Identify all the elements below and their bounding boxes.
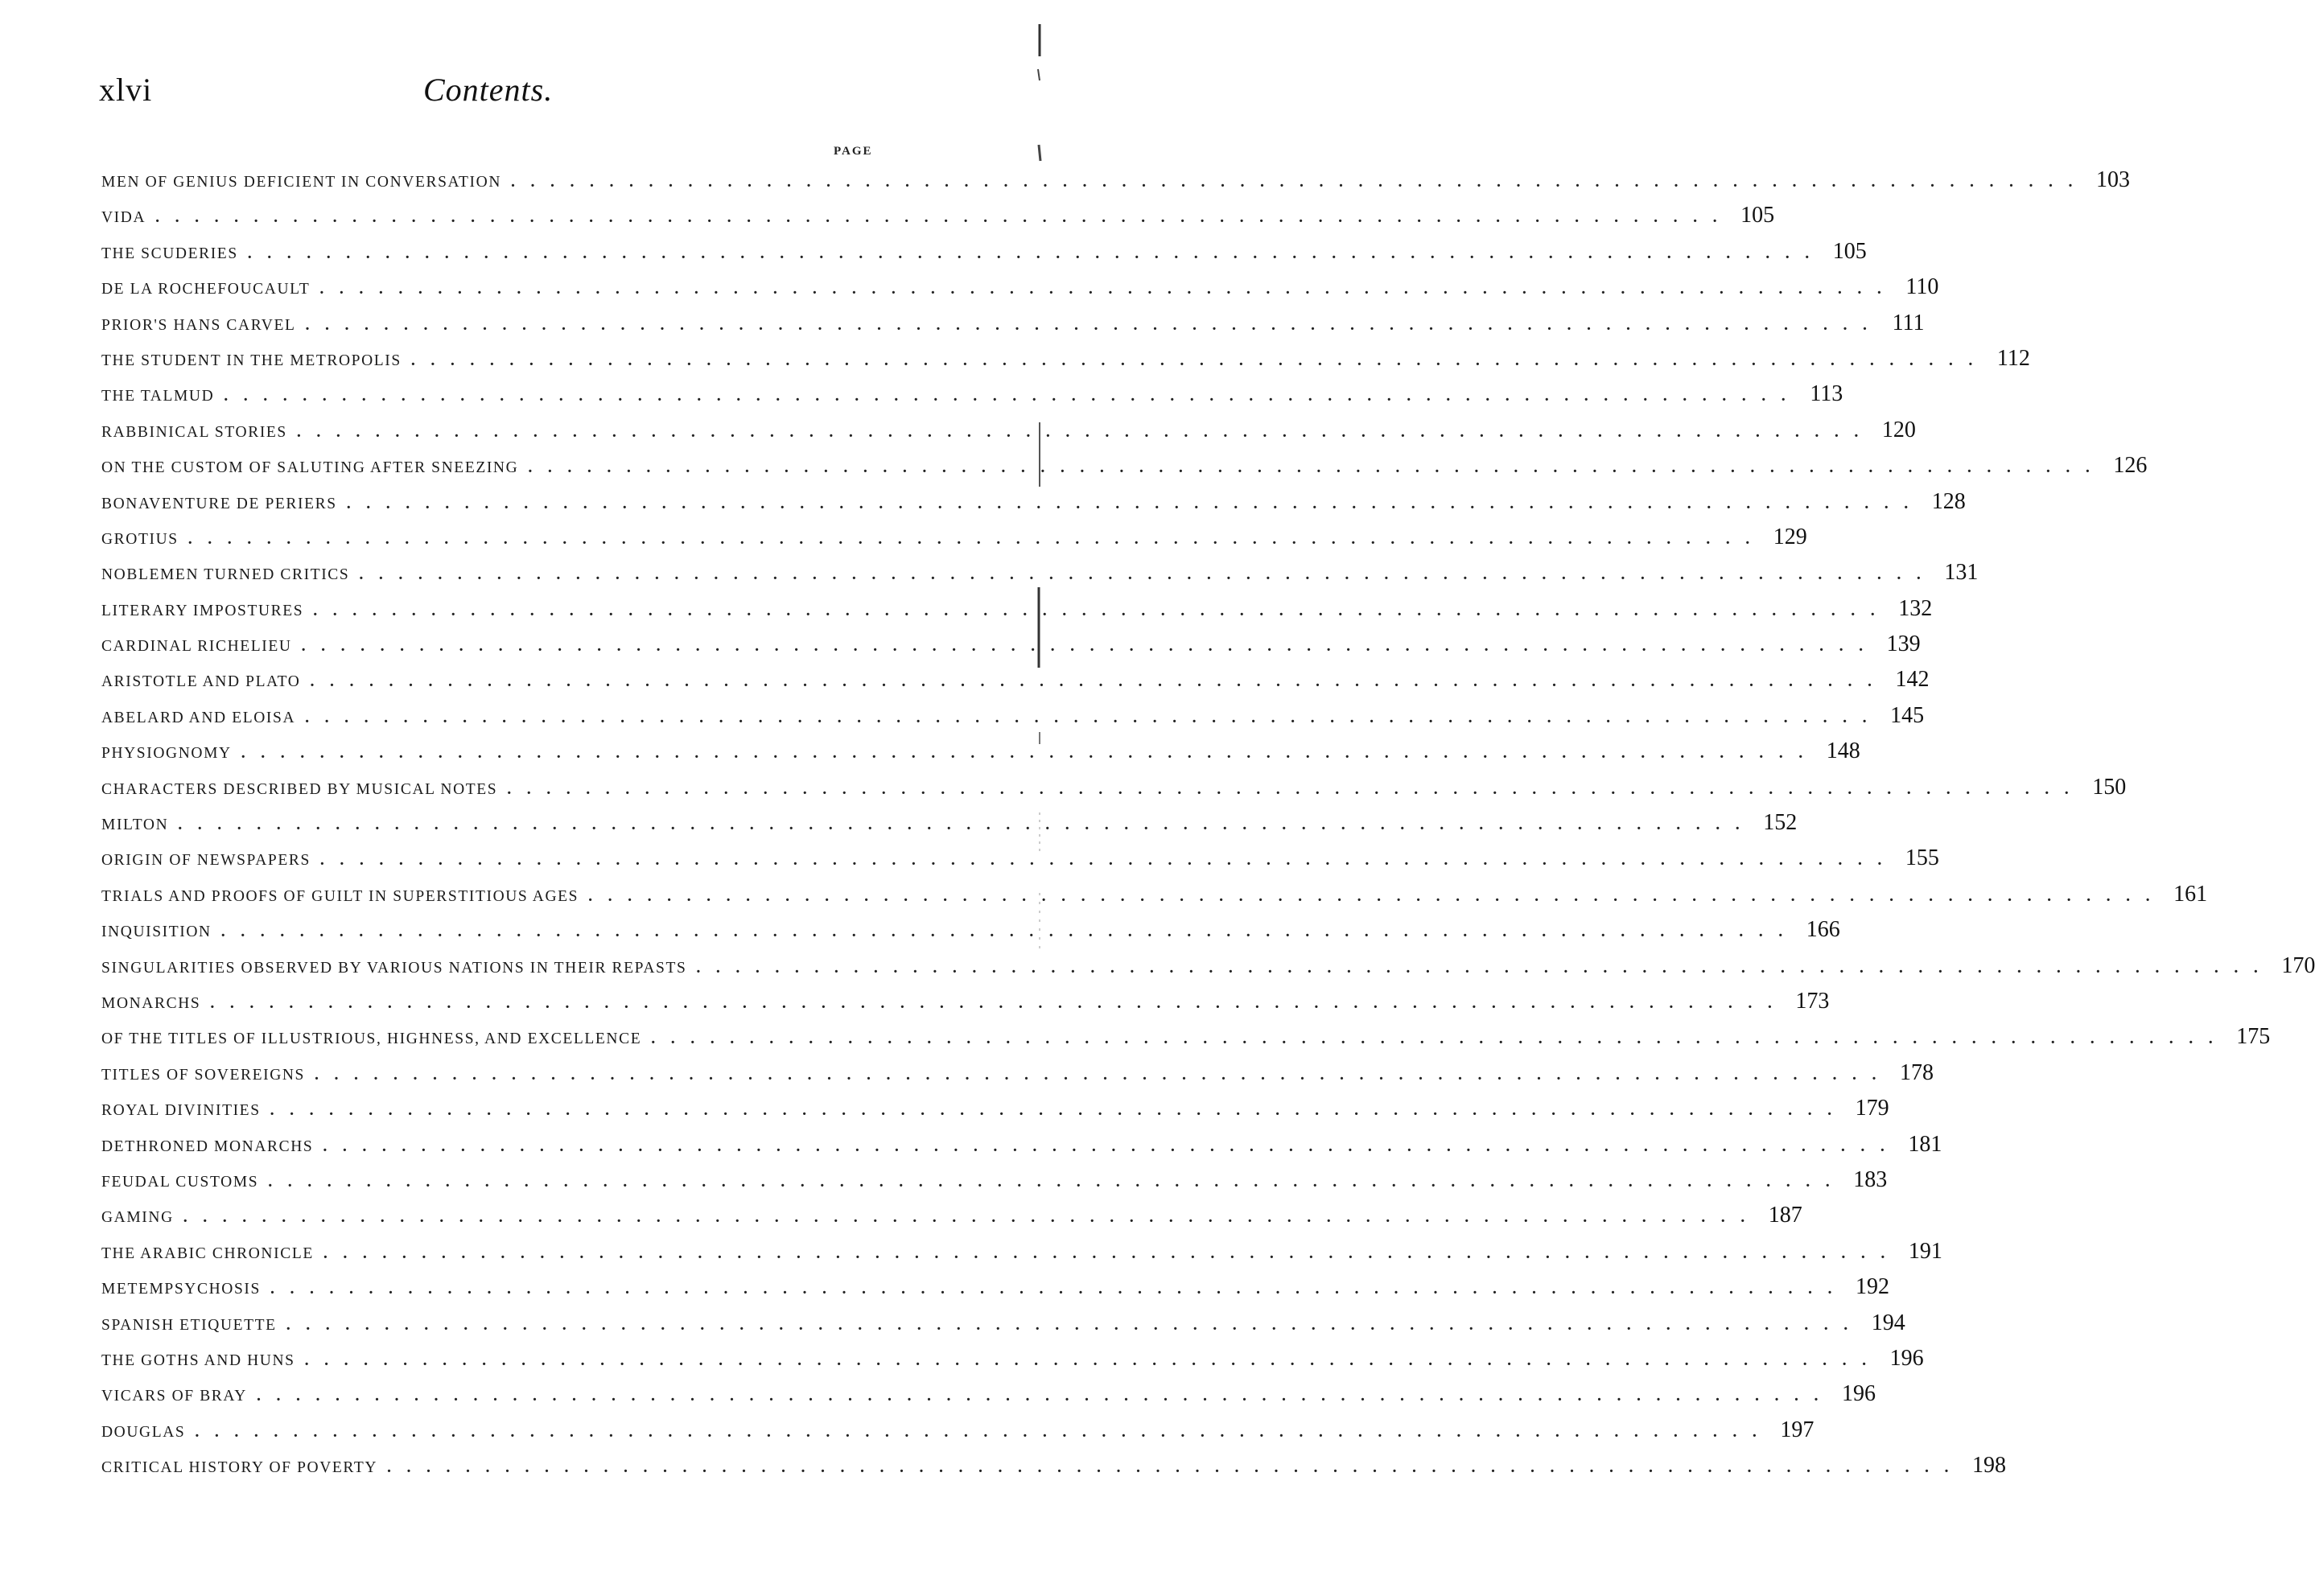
- toc-entry-title: THE SCUDERIES: [101, 245, 238, 262]
- dot-leader: ................................................................................: [301, 637, 1879, 656]
- running-title: Contents.: [423, 72, 554, 108]
- toc-entry-title: THE STUDENT IN THE METROPOLIS: [101, 352, 402, 369]
- toc-entry-page: 111: [1892, 310, 1925, 335]
- toc-entry-title: VICARS OF BRAY: [101, 1388, 247, 1405]
- toc-entry-title: GROTIUS: [101, 530, 179, 548]
- toc-entry: [101, 591, 1933, 627]
- toc-entry-title: SINGULARITIES OBSERVED BY VARIOUS NATIONS IN THEIR REPASTS: [101, 959, 687, 977]
- toc-entry-title: RABBINICAL STORIES: [101, 423, 287, 441]
- dot-leader: ................................................................................: [268, 1172, 1846, 1191]
- scan-mark: [1038, 69, 1040, 80]
- dot-leader: ................................................................................: [220, 923, 1798, 941]
- dot-leader: ................................................................................: [315, 1065, 1893, 1084]
- toc-entry: [101, 1162, 1888, 1198]
- toc-entry: [101, 948, 2315, 984]
- scan-mark: [1039, 145, 1040, 161]
- page-number: xlvi: [99, 72, 153, 108]
- toc-entry-page: 198: [1972, 1453, 2007, 1479]
- dot-leader: ................................................................................: [305, 708, 1883, 726]
- dot-leader: ................................................................................: [323, 1137, 1901, 1155]
- dot-leader: ................................................................................: [319, 280, 1897, 298]
- dot-leader: ................................................................................: [270, 1101, 1847, 1120]
- page-column-label: PAGE: [834, 145, 873, 158]
- dot-leader: ................................................................................: [241, 744, 1819, 763]
- toc-entry: [101, 1341, 1924, 1376]
- toc-entry-page: 128: [1931, 488, 1966, 514]
- toc-entry-page: 196: [1841, 1381, 1876, 1407]
- dot-leader: ................................................................................: [195, 1422, 1773, 1441]
- toc-entry: [101, 805, 1798, 841]
- toc-entry: [101, 1448, 2007, 1483]
- toc-entry-title: THE GOTHS AND HUNS: [101, 1351, 295, 1369]
- toc-entry: [101, 306, 1925, 341]
- toc-entry: [101, 912, 1840, 948]
- dot-leader: ................................................................................: [304, 1351, 1882, 1369]
- toc-entry: [101, 198, 1775, 233]
- toc-entry-page: 175: [2236, 1024, 2271, 1050]
- table-of-contents: [101, 162, 2315, 1483]
- toc-entry-title: PHYSIOGNOMY: [101, 745, 232, 763]
- toc-entry: [101, 1306, 1905, 1341]
- toc-entry: [101, 520, 1807, 555]
- toc-entry: [101, 877, 2208, 912]
- toc-entry-page: 183: [1853, 1166, 1888, 1192]
- toc-entry-title: MONARCHS: [101, 994, 201, 1012]
- dot-leader: ................................................................................: [178, 816, 1756, 834]
- toc-entry: [101, 376, 1843, 412]
- dot-leader: ................................................................................: [224, 387, 1802, 405]
- dot-leader: ................................................................................: [210, 993, 1788, 1012]
- toc-entry-page: 161: [2173, 881, 2208, 907]
- toc-entry-page: 181: [1908, 1131, 1942, 1157]
- toc-entry-page: 132: [1898, 595, 1933, 621]
- dot-leader: ................................................................................: [651, 1030, 2229, 1048]
- toc-entry: [101, 1269, 1889, 1305]
- toc-entry-page: 192: [1855, 1274, 1889, 1300]
- toc-entry: [101, 1198, 1802, 1233]
- toc-entry: [101, 234, 1867, 269]
- dot-leader: ................................................................................: [323, 1244, 1901, 1262]
- toc-entry-page: 126: [2113, 453, 2148, 479]
- toc-entry-title: DE LA ROCHEFOUCAULT: [101, 281, 311, 298]
- toc-entry-title: OF THE TITLES OF ILLUSTRIOUS, HIGHNESS, AND EXCELLENCE: [101, 1030, 642, 1048]
- dot-leader: ................................................................................: [155, 208, 1733, 227]
- toc-entry-page: 145: [1890, 702, 1925, 728]
- dot-leader: ................................................................................: [588, 886, 2166, 905]
- toc-entry-page: 150: [2092, 774, 2127, 800]
- toc-entry-page: 142: [1895, 667, 1930, 693]
- toc-entry-page: 131: [1944, 560, 1979, 586]
- toc-entry-page: 155: [1905, 845, 1939, 871]
- toc-entry-page: 105: [1832, 238, 1867, 264]
- toc-entry-title: METEMPSYCHOSIS: [101, 1281, 261, 1298]
- toc-entry: [101, 448, 2148, 483]
- dot-leader: ................................................................................: [359, 566, 1937, 584]
- toc-entry: [101, 1234, 1942, 1269]
- toc-entry: [101, 984, 1830, 1019]
- toc-entry-page: 129: [1773, 524, 1807, 549]
- dot-leader: ................................................................................: [305, 315, 1883, 334]
- toc-entry-page: 112: [1996, 345, 2030, 371]
- toc-entry: [101, 555, 1979, 590]
- dot-leader: ................................................................................: [387, 1458, 1965, 1477]
- dot-leader: ................................................................................: [346, 494, 1924, 512]
- toc-entry-page: 178: [1900, 1059, 1934, 1085]
- toc-entry-title: VIDA: [101, 209, 146, 227]
- toc-entry-page: 194: [1871, 1310, 1905, 1335]
- dot-leader: ................................................................................: [247, 244, 1825, 262]
- toc-entry-title: MEN OF GENIUS DEFICIENT IN CONVERSATION: [101, 174, 501, 191]
- toc-entry-page: 139: [1886, 631, 1921, 657]
- dot-leader: ................................................................................: [256, 1387, 1834, 1405]
- toc-entry-page: 179: [1855, 1096, 1889, 1121]
- toc-entry-title: ORIGIN OF NEWSPAPERS: [101, 852, 311, 870]
- toc-entry-page: 196: [1889, 1345, 1924, 1371]
- toc-entry-title: TITLES OF SOVEREIGNS: [101, 1066, 306, 1084]
- toc-entry: [101, 269, 1939, 305]
- toc-entry-title: ARISTOTLE AND PLATO: [101, 673, 301, 691]
- toc-entry-title: INQUISITION: [101, 923, 212, 941]
- toc-entry: [101, 1413, 1815, 1448]
- toc-entry-title: SPANISH ETIQUETTE: [101, 1316, 277, 1334]
- toc-entry-page: 103: [2096, 167, 2130, 192]
- toc-entry: [101, 484, 1966, 520]
- dot-leader: ................................................................................: [183, 1208, 1761, 1227]
- dot-leader: ................................................................................: [696, 958, 2274, 977]
- toc-entry: [101, 734, 1860, 769]
- toc-entry: [101, 162, 2130, 198]
- toc-entry: [101, 1091, 1889, 1126]
- toc-entry-page: 148: [1826, 738, 1860, 764]
- dot-leader: ................................................................................: [410, 351, 1988, 369]
- dot-leader: ................................................................................: [187, 529, 1765, 548]
- toc-entry-title: TRIALS AND PROOFS OF GUILT IN SUPERSTITIOUS AGES: [101, 887, 579, 905]
- dot-leader: ................................................................................: [313, 601, 1891, 619]
- toc-entry: [101, 698, 1925, 734]
- toc-entry: [101, 770, 2127, 805]
- toc-entry-page: 187: [1768, 1203, 1802, 1228]
- dot-leader: ................................................................................: [296, 422, 1874, 441]
- dot-leader: ................................................................................: [270, 1280, 1847, 1298]
- toc-entry-title: ABELARD AND ELOISA: [101, 709, 296, 726]
- dot-leader: ................................................................................: [507, 779, 2085, 798]
- toc-entry-title: CARDINAL RICHELIEU: [101, 638, 292, 656]
- toc-entry-title: BONAVENTURE DE PERIERS: [101, 495, 337, 512]
- toc-entry: [101, 341, 2030, 376]
- toc-entry-title: THE TALMUD: [101, 388, 215, 405]
- toc-entry-title: LITERARY IMPOSTURES: [101, 602, 304, 619]
- toc-entry: [101, 1055, 1934, 1091]
- toc-entry: [101, 841, 1939, 876]
- toc-entry-title: MILTON: [101, 817, 169, 834]
- toc-entry-page: 173: [1795, 988, 1830, 1014]
- toc-entry-page: 166: [1806, 917, 1840, 943]
- toc-entry-title: ON THE CUSTOM OF SALUTING AFTER SNEEZING: [101, 459, 519, 477]
- toc-entry: [101, 1127, 1942, 1162]
- toc-entry-title: THE ARABIC CHRONICLE: [101, 1244, 314, 1262]
- toc-entry: [101, 1019, 2271, 1055]
- toc-entry-title: DOUGLAS: [101, 1423, 186, 1441]
- toc-entry-title: NOBLEMEN TURNED CRITICS: [101, 566, 350, 584]
- toc-entry: [101, 627, 1921, 662]
- toc-entry-title: GAMING: [101, 1209, 174, 1227]
- toc-entry-title: PRIOR'S HANS CARVEL: [101, 316, 296, 334]
- toc-entry-page: 120: [1881, 417, 1916, 442]
- toc-entry: [101, 662, 1930, 697]
- dot-leader: ................................................................................: [528, 459, 2106, 477]
- dot-leader: ................................................................................: [310, 673, 1888, 691]
- scan-margin-marks: [1033, 0, 1065, 1596]
- toc-entry-title: DETHRONED MONARCHS: [101, 1137, 314, 1155]
- toc-entry-page: 110: [1905, 274, 1939, 300]
- toc-entry-page: 197: [1780, 1417, 1815, 1442]
- toc-entry-title: FEUDAL CUSTOMS: [101, 1173, 259, 1191]
- toc-entry: [101, 1376, 1876, 1412]
- toc-entry-title: CRITICAL HISTORY OF POVERTY: [101, 1459, 378, 1477]
- dot-leader: ................................................................................: [319, 851, 1897, 870]
- dot-leader: ................................................................................: [511, 173, 2088, 191]
- toc-entry-title: ROYAL DIVINITIES: [101, 1102, 261, 1120]
- toc-entry-page: 105: [1740, 203, 1775, 228]
- toc-entry-page: 152: [1763, 810, 1798, 836]
- toc-entry: [101, 413, 1916, 448]
- toc-entry-title: CHARACTERS DESCRIBED BY MUSICAL NOTES: [101, 780, 498, 798]
- toc-entry-page: 170: [2281, 952, 2315, 978]
- dot-leader: ................................................................................: [286, 1315, 1864, 1334]
- toc-entry-page: 113: [1810, 381, 1843, 407]
- toc-entry-page: 191: [1908, 1238, 1942, 1264]
